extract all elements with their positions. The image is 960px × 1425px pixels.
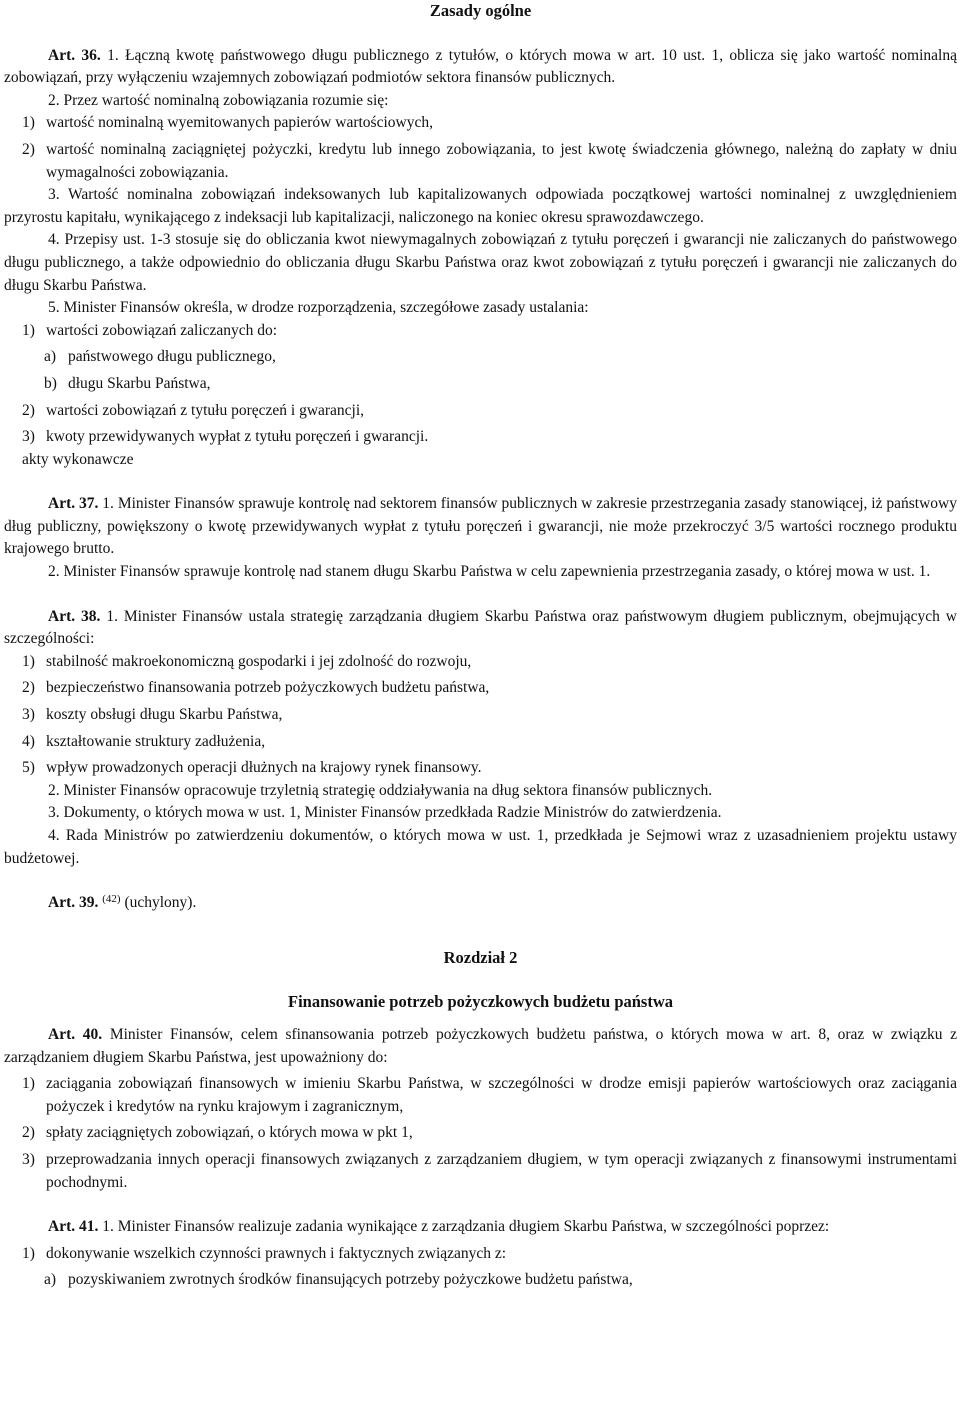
art41-para1: Art. 41. 1. Minister Finansów realizuje zadania wynikające z zarządzania długiem Skarbu Państwa, w szczególności poprzez: bbox=[48, 1218, 830, 1236]
list-item: 1) zaciągania zobowiązań finansowych w imieniu Skarbu Państwa, w szczególności w drodze emisji papierów wartościowych oraz zaciągania pożyczek i kredytów na rynku krajowym i zagranicznym, bbox=[22, 1075, 957, 1115]
sub-list-item: a) pozyskiwaniem zwrotnych środków finansujących potrzeby pożyczkowe budżetu państwa, bbox=[44, 1271, 633, 1289]
list-item: 1) wartość nominalną wyemitowanych papierów wartościowych, bbox=[22, 114, 433, 132]
document-page bbox=[4, 0, 957, 1292]
art38-label: Art. 38. bbox=[48, 607, 101, 625]
list-item: 3) koszty obsługi długu Skarbu Państwa, bbox=[22, 706, 283, 724]
art39-para: Art. 39. $^{(42)}$ (uchylony). bbox=[48, 893, 197, 912]
art36-para2: 2. Przez wartość nominalną zobowiązania rozumie się: bbox=[48, 91, 389, 109]
art36-para5: 5. Minister Finansów określa, w drodze rozporządzenia, szczegółowe zasady ustalania: bbox=[48, 299, 589, 317]
art36-para3: 3. Wartość nominalna zobowiązań indeksowanych lub kapitalizowanych odpowiada początkowej wartości nominalnej z uwzględnieniem przyrostu kapitału, wynikającego z indeksacji lub kapitalizacji, naliczonego na koniec okresu sprawozdawczego. bbox=[4, 186, 957, 226]
list-item: 2) wartości zobowiązań z tytułu poręczeń i gwarancji, bbox=[22, 401, 365, 419]
list-item: 1) wartości zobowiązań zaliczanych do: bbox=[22, 321, 278, 339]
list-item: 4) kształtowanie struktury zadłużenia, bbox=[22, 732, 266, 750]
art38-para3: 3. Dokumenty, o których mowa w ust. 1, Minister Finansów przedkłada Radzie Ministrów do zatwierdzenia. bbox=[48, 804, 722, 822]
chapter-title: Finansowanie potrzeb pożyczkowych budżetu państwa bbox=[287, 992, 674, 1012]
list-item: 2) bezpieczeństwo finansowania potrzeb pożyczkowych budżetu państwa, bbox=[22, 679, 490, 697]
art38-para4: 4. Rada Ministrów po zatwierdzeniu dokumentów, o których mowa w ust. 1, przedkłada je Sejmowi wraz z uzasadnieniem projektu ustawy budżetowej. bbox=[4, 827, 957, 867]
list-item: 3) przeprowadzania innych operacji finansowych związanych z zarządzaniem długiem, w tym operacji związanych z finansowymi instrumentami pochodnymi. bbox=[22, 1150, 957, 1191]
list-item: 2) wartość nominalną zaciągniętej pożyczki, kredytu lub innego zobowiązania, to jest kwotę świadczenia głównego, należną do zapłaty w dniu wymagalności zobowiązania. bbox=[22, 140, 957, 181]
art40-label: Art. 40. bbox=[48, 1025, 103, 1043]
art39-label: Art. 39. bbox=[48, 894, 99, 912]
art40-para1: Art. 40. Minister Finansów, celem sfinansowania potrzeb pożyczkowych budżetu państwa, o których mowa w art. 8, oraz w związku z zarządzaniem długiem Skarbu Państwa, jest upoważniony do: bbox=[4, 1025, 958, 1066]
art38-para1: Art. 38. 1. Minister Finansów ustala strategię zarządzania długiem Skarbu Państwa oraz państwowym długiem publicznym, obejmujących w szczególności: bbox=[4, 607, 957, 648]
art41-label: Art. 41. bbox=[48, 1218, 99, 1236]
art37-label: Art. 37. bbox=[48, 495, 99, 513]
art36-label: Art. 36. bbox=[48, 46, 101, 64]
chapter-number: Rozdział 2 bbox=[443, 947, 518, 967]
list-item: 1) stabilność makroekonomiczną gospodarki i jej zdolność do rozwoju, bbox=[22, 652, 472, 670]
executive-acts-note: akty wykonawcze bbox=[22, 450, 134, 468]
art37-para1: Art. 37. 1. Minister Finansów sprawuje kontrolę nad sektorem finansów publicznych w zakresie przestrzegania zasady stanowiącej, iż państwowy dług publiczny, powiększony o kwotę przewidywanych wypłat z tytułu poręczeń i gwarancji, nie może przekroczyć 3/5 wartości rocznego produktu krajowego brutto. bbox=[4, 495, 957, 558]
footnote-ref: (42) bbox=[102, 893, 121, 906]
sub-list-item: b) długu Skarbu Państwa, bbox=[44, 374, 211, 392]
art36-para4: 4. Przepisy ust. 1-3 stosuje się do obliczania kwot niewymagalnych zobowiązań z tytułu poręczeń i gwarancji nie zaliczanych do państwowego długu publicznego, a także odpowiednio do obliczania długu Skarbu Państwa oraz kwot zobowiązań z tytułu poręczeń i gwarancji nie zaliczanych do długu Skarbu Państwa. bbox=[4, 231, 957, 294]
art36-para1: Art. 36. 1. Łączną kwotę państwowego długu publicznego z tytułów, o których mowa w art. 10 ust. 1, oblicza się jako wartość nominalną zobowiązań, przy wyłączeniu wzajemnych zobowiązań podmiotów sektora finansów publicznych. bbox=[4, 46, 957, 87]
list-item: 5) wpływ prowadzonych operacji dłużnych na krajowy rynek finansowy. bbox=[22, 759, 482, 777]
list-item: 3) kwoty przewidywanych wypłat z tytułu poręczeń i gwarancji. bbox=[22, 428, 429, 446]
section-heading: Zasady ogólne bbox=[429, 1, 532, 20]
art38-para2: 2. Minister Finansów opracowuje trzyletnią strategię oddziaływania na dług sektora finansów publicznych. bbox=[48, 781, 713, 799]
art37-para2: 2. Minister Finansów sprawuje kontrolę nad stanem długu Skarbu Państwa w celu zapewnienia przestrzegania zasady, o której mowa w ust. 1. bbox=[48, 563, 931, 581]
sub-list-item: a) państwowego długu publicznego, bbox=[44, 348, 276, 366]
list-item: 2) spłaty zaciągniętych zobowiązań, o których mowa w pkt 1, bbox=[22, 1124, 413, 1142]
list-item: 1) dokonywanie wszelkich czynności prawnych i faktycznych związanych z: bbox=[22, 1244, 507, 1262]
